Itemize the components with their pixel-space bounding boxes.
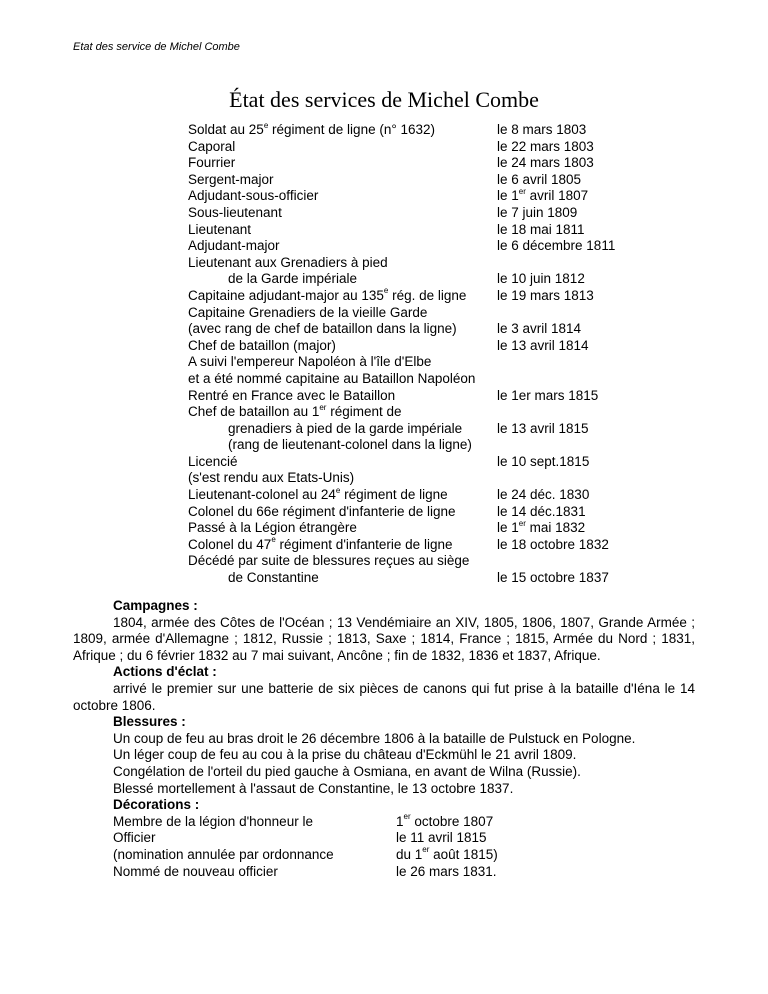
decoration-label: Officier [113, 830, 156, 846]
service-row [188, 122, 688, 139]
service-row [188, 205, 688, 222]
service-label: (rang de lieutenant-colonel dans la ligne) [228, 437, 472, 453]
service-date: le 19 mars 1813 [497, 287, 594, 303]
service-date: le 18 mai 1811 [497, 221, 585, 237]
service-row [188, 470, 688, 487]
service-date: le 7 juin 1809 [497, 204, 578, 220]
decoration-date: 1er octobre 1807 [396, 812, 494, 829]
decoration-date: le 11 avril 1815 [396, 830, 487, 846]
service-label: Capitaine Grenadiers de la vieille Garde [188, 304, 428, 320]
service-label: (s'est rendu aux Etats-Unis) [188, 470, 355, 486]
actions-text: arrivé le premier sur une batterie de six pièces de canons qui fut prise à la bataille d'Iéna le 14 octobre 1806. [73, 680, 695, 713]
service-label: Adjudant-sous-officier [188, 188, 319, 204]
service-date: le 3 avril 1814 [497, 321, 582, 337]
decorations-list [73, 814, 695, 880]
service-row [188, 271, 688, 288]
decorations-heading: Décorations : [113, 797, 200, 813]
service-label: Colonel du 66e régiment d'infanterie de ligne [188, 503, 456, 519]
campagnes-heading: Campagnes : [113, 598, 198, 613]
service-label: Sergent-major [188, 171, 274, 187]
service-row [188, 288, 688, 305]
decoration-row [73, 847, 695, 864]
blessure-line: Un coup de feu au bras droit le 26 décembre 1806 à la bataille de Pulstuck en Pologne. [113, 730, 636, 746]
service-row [188, 421, 688, 438]
service-label: Licencié [188, 453, 238, 469]
service-label: Lieutenant-colonel au 24e régiment de ligne [188, 485, 448, 503]
blessures-heading: Blessures : [113, 714, 186, 730]
service-label: Sous-lieutenant [188, 204, 282, 220]
service-row [188, 537, 688, 554]
service-date: le 6 avril 1805 [497, 171, 582, 187]
service-label: Adjudant-major [188, 238, 280, 254]
decoration-row [73, 814, 695, 831]
service-row [188, 437, 688, 454]
service-date: le 13 avril 1814 [497, 337, 589, 353]
service-label: Capitaine adjudant-major au 135e rég. de ligne [188, 286, 467, 303]
service-date: le 24 mars 1803 [497, 155, 594, 171]
decoration-label: (nomination annulée par ordonnance [113, 846, 334, 862]
service-label: Passé à la Légion étrangère [188, 520, 357, 536]
service-row [188, 504, 688, 521]
service-date: le 8 mars 1803 [497, 122, 587, 137]
service-row [188, 553, 688, 570]
service-date: le 22 mars 1803 [497, 138, 594, 154]
service-date: le 10 juin 1812 [497, 271, 585, 287]
service-date: le 13 avril 1815 [497, 420, 589, 436]
service-date: le 1er mars 1815 [497, 387, 599, 403]
service-row [188, 155, 688, 172]
service-label: grenadiers à pied de la garde impériale [228, 420, 463, 436]
service-label: de Constantine [228, 570, 319, 586]
campagnes-text: 1804, armée des Côtes de l'Océan ; 13 Vendémiaire an XIV, 1805, 1806, 1807, Grande Armée ; 1809, armée d'Allemagne ; 1812, Russie ; 1813, Saxe ; 1814, France ; 1815, Armée du Nord ; 1831, Afrique ; du 6 février 1832 au 7 mai suivant, Ancône ; fin de 1832, 1836 et 1837, Afrique. [73, 614, 695, 663]
service-label: Chef de bataillon (major) [188, 337, 336, 353]
service-row [188, 520, 688, 537]
service-date: le 6 décembre 1811 [497, 238, 616, 254]
document-title: État des services de Michel Combe [229, 87, 539, 112]
service-row [188, 354, 688, 371]
service-label: Soldat au 25e régiment de ligne (n° 1632) [188, 120, 436, 137]
decoration-date: le 26 mars 1831. [396, 863, 497, 879]
page-header: Etat des service de Michel Combe [73, 41, 240, 53]
service-row [188, 188, 688, 205]
service-date: le 10 sept.1815 [497, 453, 590, 469]
service-label: Fourrier [188, 155, 236, 171]
service-row [188, 238, 688, 255]
actions-heading: Actions d'éclat : [113, 664, 217, 680]
service-row [188, 371, 688, 388]
service-label: Décédé par suite de blessures reçues au siège [188, 553, 470, 569]
service-row [188, 172, 688, 189]
decoration-row [73, 830, 695, 847]
service-label: de la Garde impériale [228, 271, 358, 287]
service-label: Rentré en France avec le Bataillon [188, 387, 396, 403]
service-row [188, 255, 688, 272]
service-row [188, 222, 688, 239]
service-row [188, 570, 688, 587]
decoration-row [73, 864, 695, 881]
decoration-date: du 1er août 1815) [396, 845, 498, 862]
blessure-line: Congélation de l'orteil du pied gauche à Osmiana, en avant de Wilna (Russie). [113, 763, 581, 779]
blessure-line: Blessé mortellement à l'assaut de Constantine, le 13 octobre 1837. [113, 780, 514, 796]
decoration-label: Nommé de nouveau officier [113, 863, 278, 879]
service-label: Colonel du 47e régiment d'infanterie de ligne [188, 535, 453, 552]
service-label: Chef de bataillon au 1er régiment de [188, 402, 402, 420]
service-row [188, 338, 688, 355]
service-row [188, 305, 688, 322]
service-row [188, 487, 688, 504]
service-row [188, 388, 688, 405]
service-date: le 24 déc. 1830 [497, 487, 590, 503]
service-date: le 1er mai 1832 [497, 518, 586, 536]
blessure-line: Un léger coup de feu au cou à la prise du château d'Eckmühl le 21 avril 1809. [113, 747, 577, 763]
service-date: le 14 déc.1831 [497, 503, 586, 519]
service-date: le 15 octobre 1837 [497, 570, 609, 586]
service-label: Caporal [188, 138, 236, 154]
service-row [188, 321, 688, 338]
service-label: (avec rang de chef de bataillon dans la ligne) [188, 321, 457, 337]
decoration-label: Membre de la légion d'honneur le [113, 813, 313, 829]
service-label: A suivi l'empereur Napoléon à l'île d'Elbe [188, 354, 432, 370]
service-date: le 18 octobre 1832 [497, 536, 609, 552]
service-row [188, 139, 688, 156]
service-row [188, 404, 688, 421]
service-label: et a été nommé capitaine au Bataillon Napoléon [188, 370, 476, 386]
service-label: Lieutenant aux Grenadiers à pied [188, 254, 388, 270]
service-date: le 1er avril 1807 [497, 186, 589, 204]
service-row [188, 454, 688, 471]
service-label: Lieutenant [188, 221, 252, 237]
services-list [188, 122, 688, 587]
document-body [73, 598, 695, 880]
